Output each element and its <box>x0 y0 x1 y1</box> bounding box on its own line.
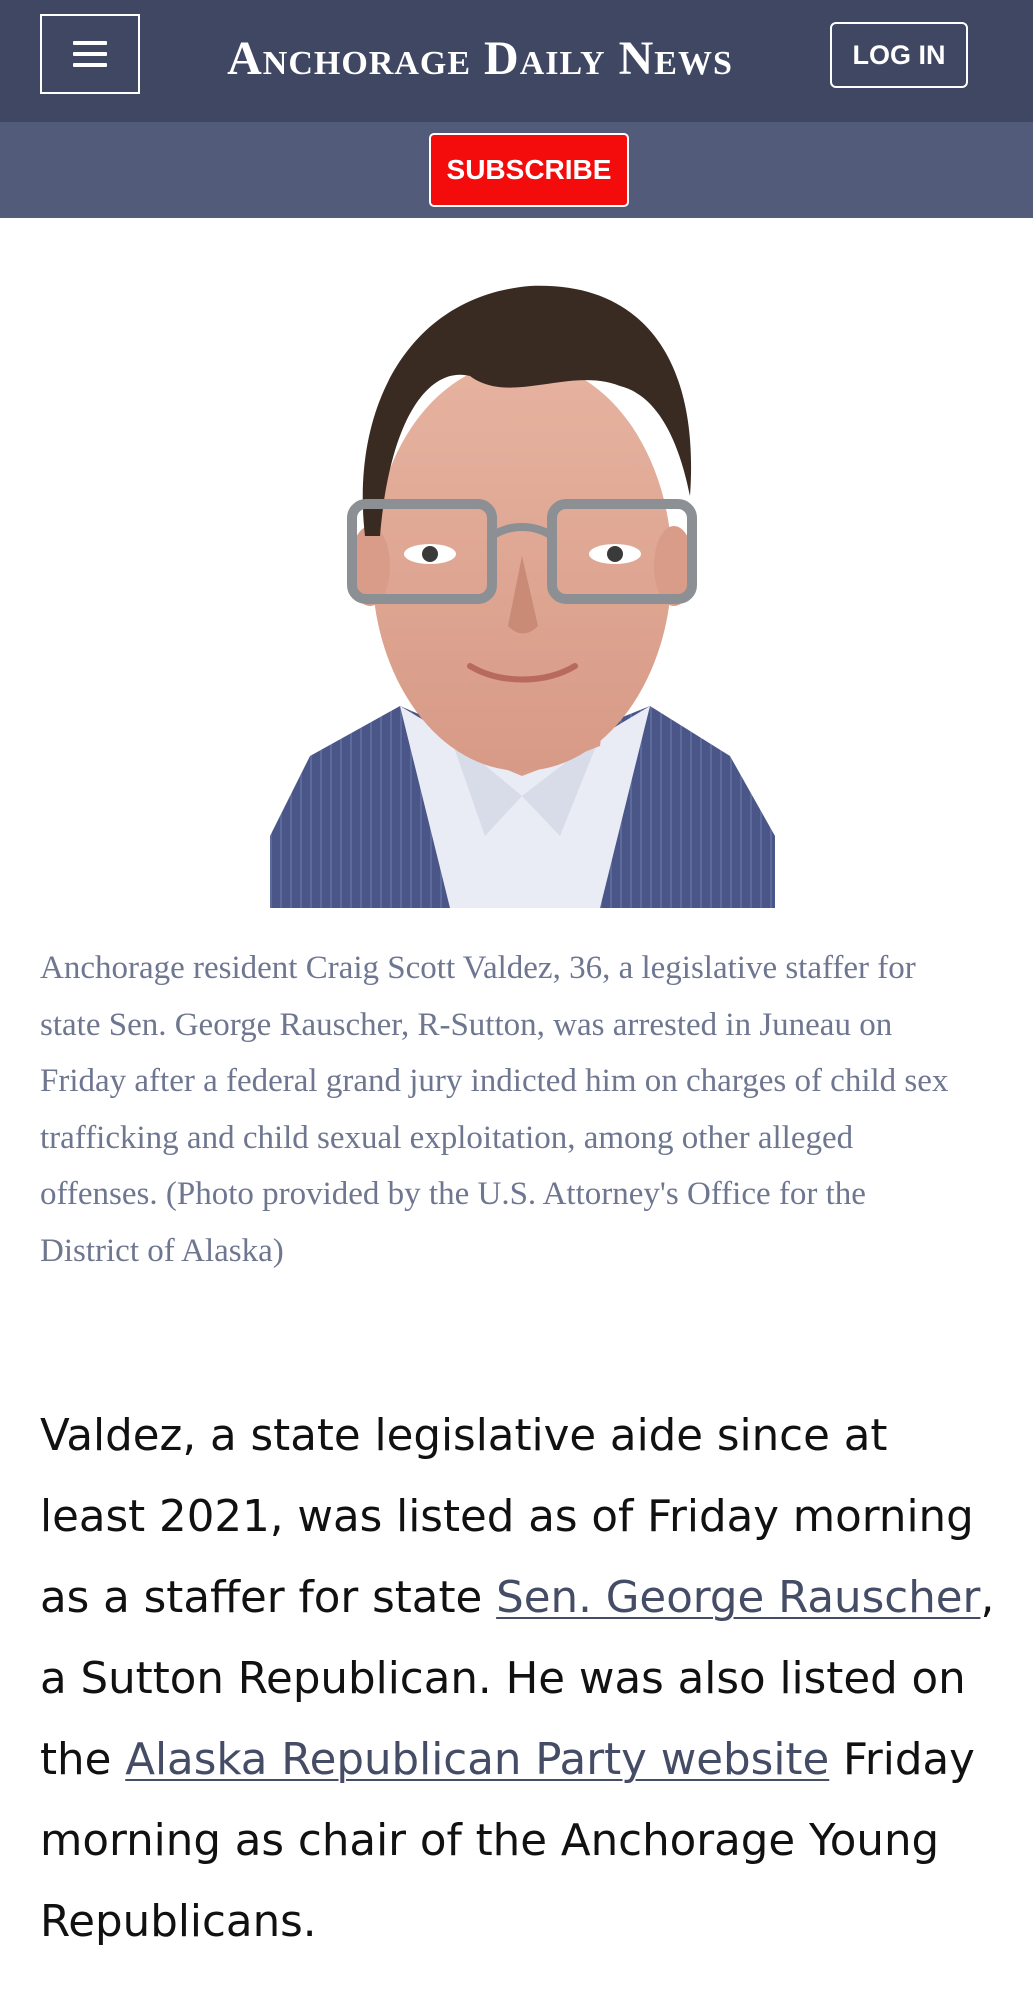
photo-caption: Anchorage resident Craig Scott Valdez, 36, a legislative staffer for state Sen. George Rauscher, R-Sutton, was arrested in Juneau on Friday after a federal grand jury indicted him on charges of child sex trafficking and child sexual exploitation, among other alleged offenses. (Photo provided by the U.S. Attorney's Office for the District of Alaska) <box>40 950 949 1269</box>
subscribe-button[interactable]: SUBSCRIBE <box>429 133 629 207</box>
paragraph-text: Valdez, a state legislative aide since at least 2021, was listed as of Friday morning as a staffer for state <box>40 1411 974 1623</box>
hamburger-menu-icon <box>73 41 107 67</box>
paragraph-text: , a Sutton Republican. He was also listed on the <box>40 1573 995 1785</box>
menu-button[interactable] <box>40 14 140 94</box>
subscribe-bar <box>0 122 1033 218</box>
link-george-rauscher[interactable]: Sen. George Rauscher <box>496 1573 981 1623</box>
site-logo[interactable]: Anchorage Daily News <box>227 32 733 85</box>
article-photo <box>270 236 775 908</box>
top-header-bar <box>0 0 1033 122</box>
link-alaska-republican-party[interactable]: Alaska Republican Party website <box>125 1735 830 1785</box>
login-button[interactable]: LOG IN <box>830 22 968 88</box>
portrait-illustration <box>270 236 775 908</box>
paragraph-text: Friday morning as chair of the Anchorage Young Republicans. <box>40 1735 975 1947</box>
article-paragraph <box>40 1396 1000 1963</box>
